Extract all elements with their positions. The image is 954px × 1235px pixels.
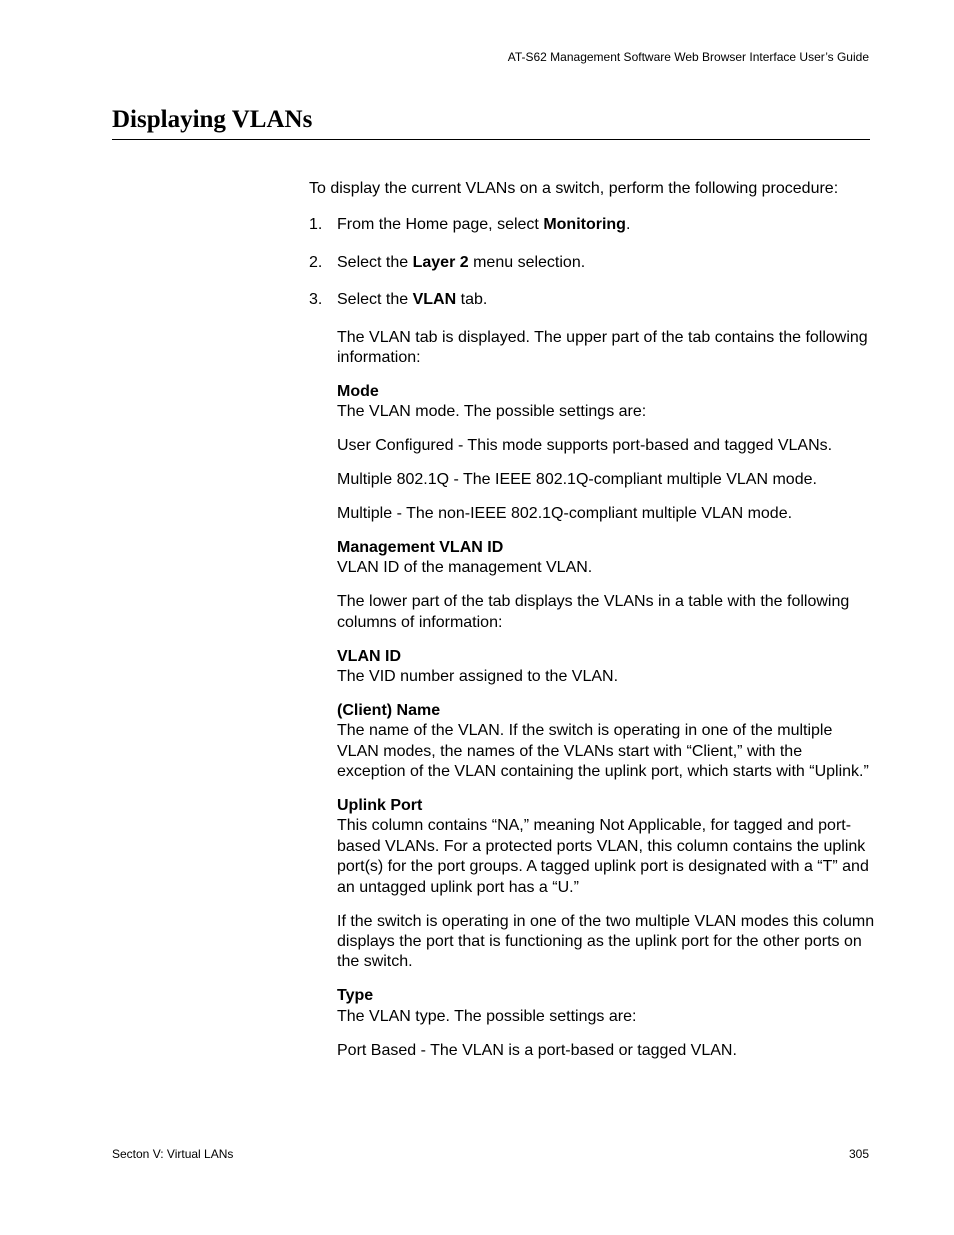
step-3 xyxy=(309,290,875,310)
procedure-steps xyxy=(309,215,875,310)
page-body xyxy=(309,179,875,1075)
step-bold-term: VLAN xyxy=(412,291,457,309)
page-number: 305 xyxy=(848,1147,869,1161)
vlan-id-desc: The VID number assigned to the VLAN. xyxy=(337,668,619,685)
step-number: 2. xyxy=(309,253,323,271)
step-3-details xyxy=(337,328,875,1061)
lower-part-intro: The lower part of the tab displays the VLANs in a table with the following columns of information: xyxy=(337,593,850,631)
type-desc: The VLAN type. The possible settings are: xyxy=(337,1007,637,1025)
section-title: Displaying VLANs xyxy=(112,106,313,133)
uplink-port-extra: If the switch is operating in one of the two multiple VLAN modes this column displays the port that is functioning as the uplink port for the other ports on the switch. xyxy=(337,912,875,971)
type-term: Type xyxy=(337,987,374,1005)
type-option-port-based: Port Based - The VLAN is a port-based or tagged VLAN. xyxy=(337,1041,737,1059)
step-number: 3. xyxy=(309,291,323,309)
step-number: 1. xyxy=(309,216,323,234)
step-bold-term: Monitoring xyxy=(543,216,626,234)
mgmt-vlan-term: Management VLAN ID xyxy=(337,538,504,556)
step-bold-term: Layer 2 xyxy=(412,253,469,271)
running-header: AT-S62 Management Software Web Browser Interface User’s Guide xyxy=(507,50,869,64)
step-1 xyxy=(309,215,875,235)
vlan-id-term: VLAN ID xyxy=(337,647,401,665)
mode-option-multiple-8021q: Multiple 802.1Q - The IEEE 802.1Q-compliant multiple VLAN mode. xyxy=(337,471,817,489)
step-text-end: . xyxy=(625,216,631,234)
step-text-end: menu selection. xyxy=(468,253,586,271)
step-text: From the Home page, select xyxy=(337,216,544,234)
step-text-end: tab. xyxy=(456,291,488,309)
uplink-port-desc: This column contains “NA,” meaning Not Applicable, for tagged and port-based VLANs. For a protected ports VLAN, this column contains the uplink port(s) for the port groups. A tagged uplink port is designated with a “T” and an untagged uplink port has a “U.” xyxy=(337,817,869,896)
footer-section: Secton V: Virtual LANs xyxy=(112,1147,234,1161)
client-name-term: (Client) Name xyxy=(337,701,441,719)
mode-option-user-configured: User Configured - This mode supports port-based and tagged VLANs. xyxy=(337,437,833,455)
mode-desc: The VLAN mode. The possible settings are: xyxy=(337,403,647,421)
intro-paragraph: To display the current VLANs on a switch, perform the following procedure: xyxy=(309,180,839,197)
mgmt-vlan-desc: VLAN ID of the management VLAN. xyxy=(337,559,593,577)
uplink-port-term: Uplink Port xyxy=(337,797,423,815)
mode-term: Mode xyxy=(337,382,379,400)
client-name-desc: The name of the VLAN. If the switch is operating in one of the multiple VLAN modes, the names of the VLANs start with “Client,” with the exception of the VLAN containing the uplink port, which starts with “Uplink.” xyxy=(337,722,869,781)
step-text: Select the xyxy=(337,253,413,271)
title-rule xyxy=(112,139,870,140)
tab-description: The VLAN tab is displayed. The upper part of the tab contains the following information: xyxy=(337,328,868,367)
step-text: Select the xyxy=(337,291,413,309)
step-2 xyxy=(309,253,875,273)
mode-option-multiple: Multiple - The non-IEEE 802.1Q-compliant multiple VLAN mode. xyxy=(337,505,793,523)
